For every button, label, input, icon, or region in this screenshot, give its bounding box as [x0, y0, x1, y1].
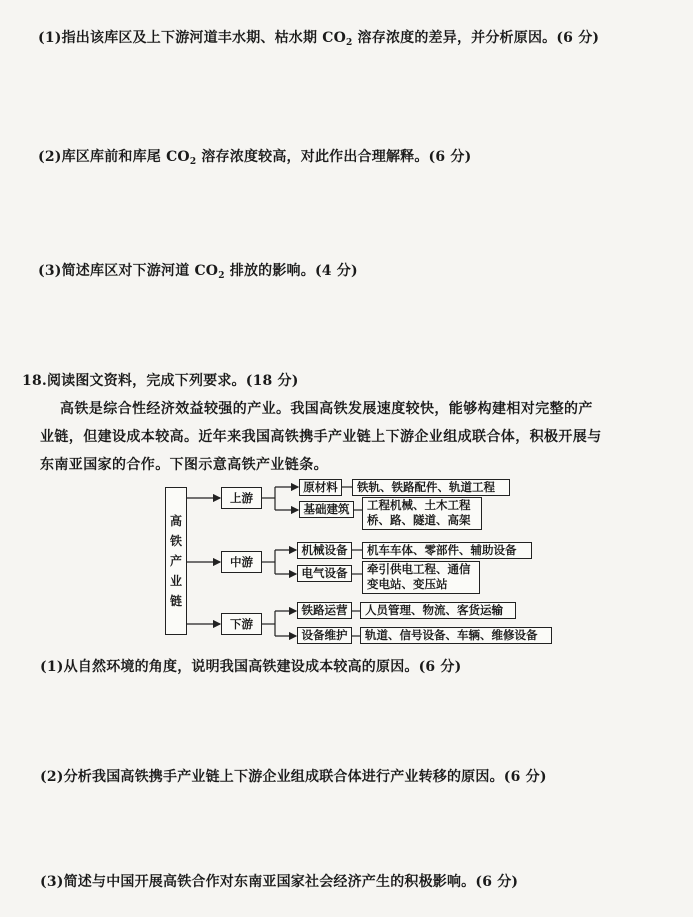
item-raw-materials: 原材料: [299, 479, 342, 496]
question-18-3: (3)简述与中国开展高铁合作对东南亚国家社会经济产生的积极影响。(6 分): [40, 874, 519, 890]
item-mechanical-equipment: 机械设备: [297, 542, 352, 559]
diagram-title-vertical: 高 铁 产 业 链: [165, 487, 187, 635]
desc-raw-materials: 铁轨、铁路配件、轨道工程: [352, 479, 510, 496]
desc-electrical-equipment: 牵引供电工程、通信 变电站、变压站: [362, 561, 480, 594]
desc-mechanical-equipment: 机车车体、零部件、辅助设备: [362, 542, 532, 559]
passage-line-2: 业链，但建设成本较高。近年来我国高铁携手产业链上下游企业组成联合体，积极开展与: [40, 429, 602, 445]
question-18-1: (1)从自然环境的角度，说明我国高铁建设成本较高的原因。(6 分): [40, 659, 462, 675]
question-2-co2-explanation: (2)库区库前和库尾 $CO_2$ 溶存浓度较高，对此作出合理解释。(6 分): [38, 149, 472, 167]
item-railway-operation: 铁路运营: [297, 602, 352, 619]
stage-midstream: 中游: [221, 551, 262, 573]
stage-upstream: 上游: [221, 487, 262, 509]
item-equipment-maintenance: 设备维护: [297, 627, 352, 644]
question-3-co2-impact: (3)简述库区对下游河道 $CO_2$ 排放的影响。(4 分): [38, 263, 358, 281]
item-electrical-equipment: 电气设备: [297, 565, 352, 582]
desc-equipment-maintenance: 轨道、信号设备、车辆、维修设备: [360, 627, 552, 644]
desc-infrastructure: 工程机械、土木工程 桥、路、隧道、高架: [362, 497, 482, 530]
item-infrastructure: 基础建筑: [299, 501, 354, 518]
question-18-heading: 18.阅读图文资料，完成下列要求。(18 分): [22, 373, 299, 389]
passage-line-3: 东南亚国家的合作。下图示意高铁产业链条。: [40, 457, 328, 473]
question-18-2: (2)分析我国高铁携手产业链上下游企业组成联合体进行产业转移的原因。(6 分): [40, 769, 547, 785]
passage-line-1: 高铁是综合性经济效益较强的产业。我国高铁发展速度较快，能够构建相对完整的产: [60, 401, 593, 417]
stage-downstream: 下游: [221, 613, 262, 635]
question-1-co2-difference: (1)指出该库区及上下游河道丰水期、枯水期 $CO_2$ 溶存浓度的差异，并分析原因。(6 分): [38, 30, 600, 48]
desc-railway-operation: 人员管理、物流、客货运输: [360, 602, 516, 619]
